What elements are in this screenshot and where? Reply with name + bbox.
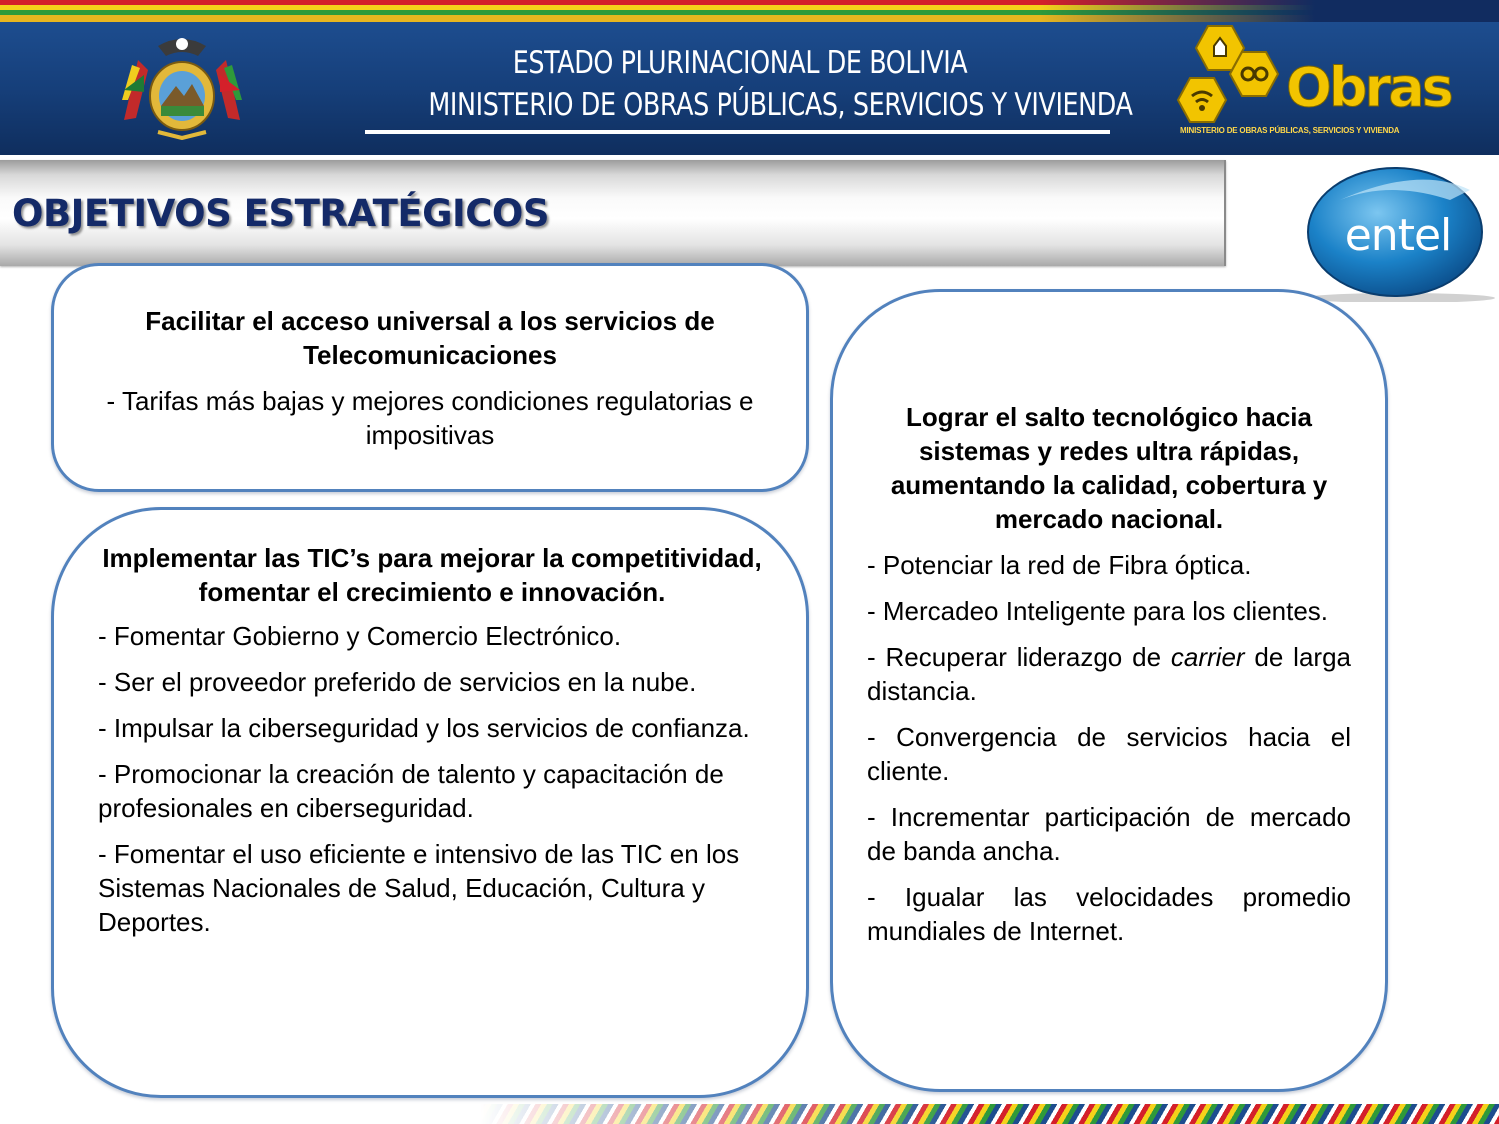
- header-underline: [365, 130, 1110, 134]
- card-item: - Mercadeo Inteligente para los clientes.: [867, 596, 1329, 626]
- card-heading: Facilitar el acceso universal a los servicios de Telecomunicaciones: [145, 306, 715, 370]
- card-item: - Potenciar la red de Fibra óptica.: [867, 550, 1252, 580]
- wifi-icon: [1178, 78, 1226, 122]
- top-flag-stripes: [0, 0, 1499, 22]
- card-item-text: - Recuperar liderazgo de: [867, 642, 1171, 672]
- card-item: - Ser el proveedor preferido de servicios en la nube.: [98, 667, 697, 697]
- card-item: - Promocionar la creación de talento y capacitación de profesionales en ciberseguridad.: [98, 759, 724, 823]
- card-item: - Convergencia de servicios hacia el cliente.: [867, 722, 1351, 786]
- bottom-woven-stripes: [480, 1104, 1499, 1124]
- objective-card-tic: [51, 507, 809, 1098]
- header-line-1: ESTADO PLURINACIONAL DE BOLIVIA: [512, 45, 968, 81]
- card-heading: Lograr el salto tecnológico hacia sistemas y redes ultra rápidas, aumentando la calidad, cobertura y mercado nacional.: [890, 402, 1328, 534]
- entel-logo-word: entel: [1344, 210, 1452, 261]
- card-heading: Implementar las TIC’s para mejorar la competitividad, fomentar el crecimiento e innovación.: [102, 543, 762, 607]
- card-item: - Fomentar el uso eficiente e intensivo de las TIC en los Sistemas Nacionales de Salud, Educación, Cultura y Deportes.: [98, 839, 740, 937]
- card-item: - Incrementar participación de mercado de banda ancha.: [867, 802, 1351, 866]
- objective-card-access: [51, 263, 809, 492]
- card-item-emphasis: carrier: [1170, 642, 1245, 672]
- card-item: - Tarifas más bajas y mejores condiciones regulatorias e impositivas: [106, 386, 754, 450]
- bolivia-coat-of-arms-icon: [118, 30, 246, 140]
- card-item: - Fomentar Gobierno y Comercio Electrónico.: [98, 621, 622, 651]
- page-title: OBJETIVOS ESTRATÉGICOS: [12, 192, 549, 235]
- card-item: - Igualar las velocidades promedio mundiales de Internet.: [867, 882, 1351, 946]
- obras-logo-subtitle: MINISTERIO DE OBRAS PÚBLICAS, SERVICIOS Y VIVIENDA: [1180, 126, 1400, 135]
- card-item: [867, 640, 1351, 708]
- obras-logo-word: Obras: [1286, 56, 1451, 119]
- header-line-2: MINISTERIO DE OBRAS PÚBLICAS, SERVICIOS Y VIVIENDA: [428, 87, 1133, 123]
- header-title: [428, 42, 1133, 126]
- objective-card-tech-leap: [830, 289, 1388, 1092]
- card-item-text: de larga distancia.: [867, 642, 1351, 706]
- card-item: - Impulsar la ciberseguridad y los servicios de confianza.: [98, 713, 750, 743]
